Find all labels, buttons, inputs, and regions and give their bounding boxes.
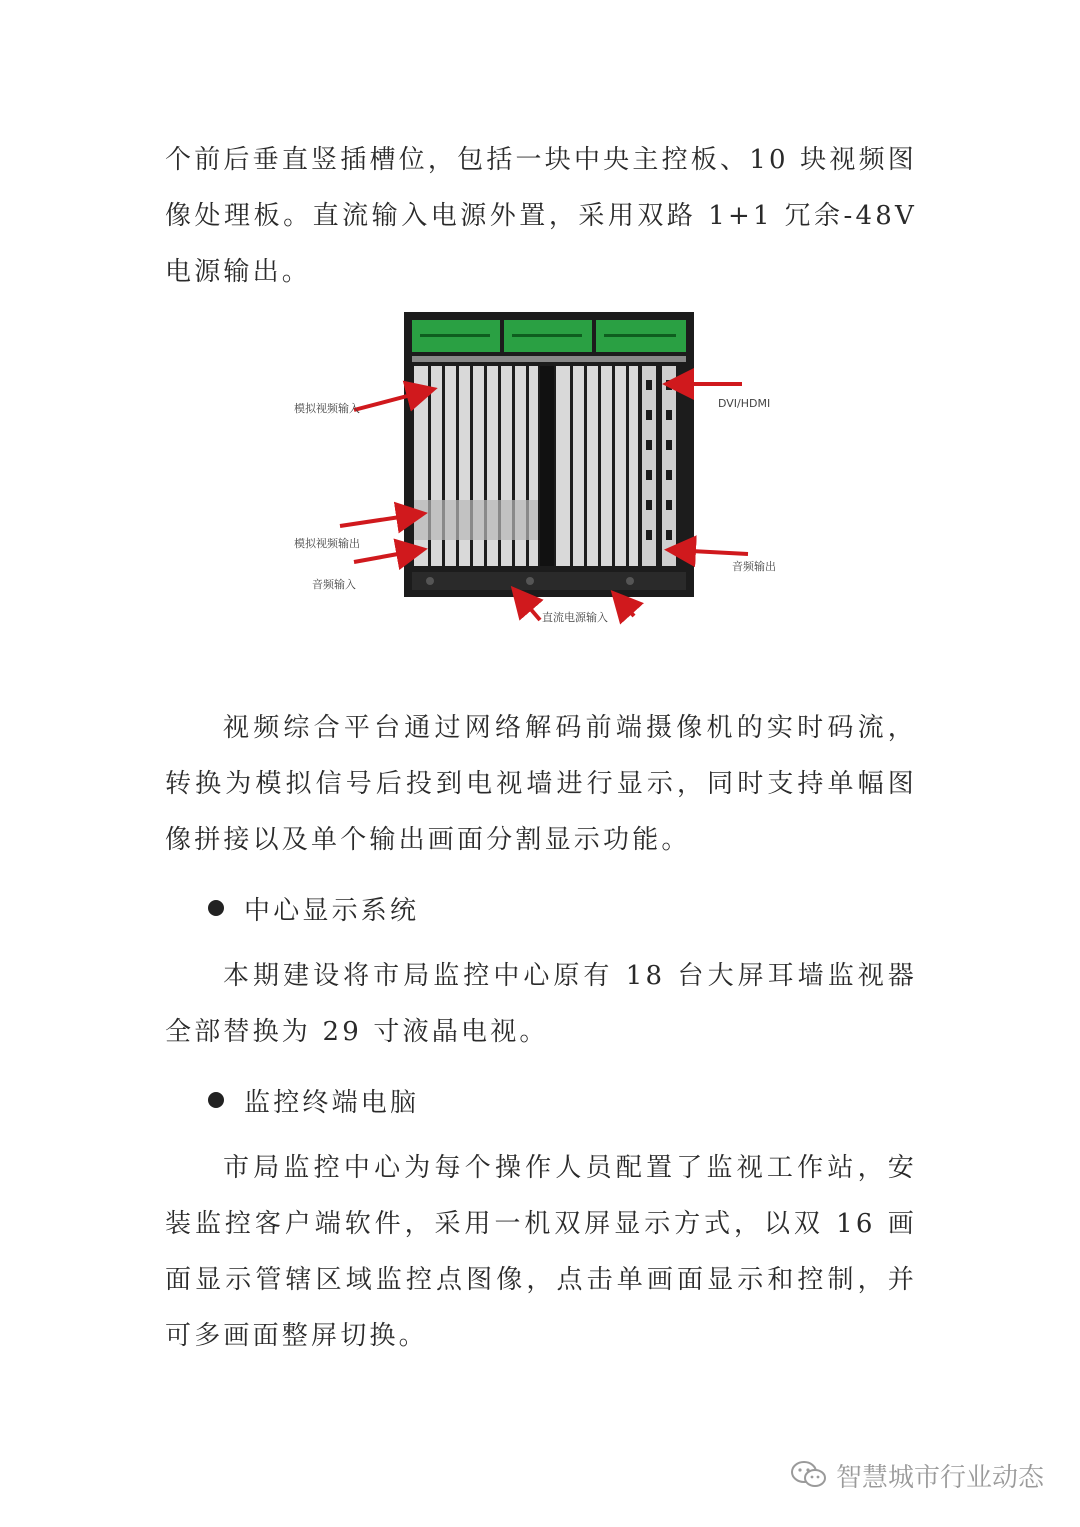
watermark-text: 智慧城市行业动态 bbox=[836, 1462, 1045, 1493]
bullet-terminal-pc-label: 监控终端电脑 bbox=[244, 1087, 420, 1118]
label-analog-video-input: 模拟视频输入 bbox=[294, 402, 360, 415]
wechat-icon bbox=[790, 1460, 828, 1490]
label-analog-video-output: 模拟视频输出 bbox=[294, 537, 360, 550]
slot-group-2 bbox=[556, 366, 638, 566]
video-platform-chassis-figure bbox=[280, 300, 810, 640]
terminal-paragraph: 市局监控中心为每个操作人员配置了监视工作站，安装监控客户端软件，采用一机双屏显示方式，以双 16 画面显示管辖区域监控点图像，点击单画面显示和控制，并可多画面整屏切换。 bbox=[165, 1153, 917, 1351]
slot-group-1 bbox=[414, 366, 538, 566]
arrow-dc-power-2 bbox=[616, 596, 634, 616]
label-dc-power-input: 直流电源输入 bbox=[542, 611, 608, 624]
label-dvi-hdmi: DVI/HDMI bbox=[718, 397, 771, 410]
power-strip bbox=[412, 572, 686, 590]
bullet-terminal-pc bbox=[208, 1080, 419, 1120]
chassis-diagram bbox=[280, 300, 810, 640]
bullet-center-display bbox=[208, 888, 419, 928]
label-audio-input: 音频输入 bbox=[312, 578, 356, 591]
bullet-center-display-label: 中心显示系统 bbox=[244, 895, 420, 926]
bullet-dot-icon bbox=[208, 1092, 224, 1108]
label-audio-output: 音频输出 bbox=[732, 560, 776, 573]
intro-paragraph: 个前后垂直竖插槽位，包括一块中央主控板、10 块视频图像处理板。直流输入电源外置，采用双路 1+1 冗余-48V 电源输出。 bbox=[165, 145, 917, 287]
bullet-dot-icon bbox=[208, 900, 224, 916]
display-paragraph: 本期建设将市局监控中心原有 18 台大屏耳墙监视器全部替换为 29 寸液晶电视。 bbox=[165, 961, 917, 1047]
watermark bbox=[790, 1455, 1044, 1495]
platform-paragraph: 视频综合平台通过网络解码前端摄像机的实时码流，转换为模拟信号后投到电视墙进行显示，同时支持单幅图像拼接以及单个输出画面分割显示功能。 bbox=[165, 713, 917, 855]
